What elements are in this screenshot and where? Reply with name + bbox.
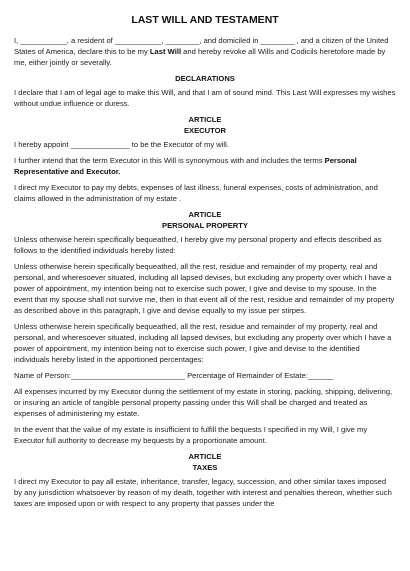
personal-property-paragraph-3: Unless otherwise herein specifically bequeathed, all the rest, residue and remainder of my property, real and personal, and wheresoever situated, including all lapsed devises, but excluding any property over which I have a power of appointment, my intention being not to exercise such power, I give and devise to the identified individuals hereby listed in the apportioned percentages: <box>14 322 392 364</box>
declarations-paragraph: I declare that I am of legal age to make this Will, and that I am of sound mind. This Last Will expresses my wishes without undue influence or duress. <box>14 88 396 108</box>
declarations-heading-text: DECLARATIONS <box>175 74 235 83</box>
document-title: LAST WILL AND TESTAMENT <box>131 14 279 26</box>
executor-heading <box>14 114 396 136</box>
synonymous-text-and: and <box>68 167 87 176</box>
synonymous-bold-executor: Executor. <box>86 167 121 176</box>
intro-text-a: I, ___________, a resident of ___________, ________, and domiciled in ________ , and a citizen of the United States of America, declare this to be my <box>14 36 389 56</box>
synonymous-text-a: I further intend that the term Executor in this Will is synonymous with and includes the terms <box>14 156 325 165</box>
intro-paragraph <box>14 35 396 68</box>
executor-heading-article: ARTICLE <box>188 115 222 124</box>
personal-property-paragraph-1: Unless otherwise herein specifically bequeathed, I hereby give my personal property and effects described as follows to the identified individuals hereby listed: <box>14 235 382 255</box>
synonymous-bold-personal-rep: Personal Representative <box>14 156 357 176</box>
personal-property-heading <box>14 209 396 231</box>
intro-bold-last-will: Last Will <box>149 47 182 56</box>
executor-debts-paragraph: I direct my Executor to pay my debts, expenses of last illness, funeral expenses, costs of administration, and claims allowed in the administration of my estate . <box>14 183 378 203</box>
personal-property-heading-title: PERSONAL PROPERTY <box>162 221 248 230</box>
personal-property-paragraph-4: Name of Person:___________________________ Percentage of Remainder of Estate:______ <box>14 371 334 380</box>
declarations-heading <box>14 73 396 84</box>
executor-heading-title: EXECUTOR <box>183 126 227 135</box>
taxes-heading <box>14 451 396 473</box>
taxes-paragraph-1: I direct my Executor to pay all estate, inheritance, transfer, legacy, succession, and other similar taxes imposed by any jurisdiction whatsoever by reason of my death, together with interest and penalties thereon, whether such taxes are imposed upon or with respect to any property that passes under the <box>14 477 392 508</box>
personal-property-heading-article: ARTICLE <box>188 210 222 219</box>
executor-appoint-paragraph: I hereby appoint ______________ to be the Executor of my will. <box>14 140 229 149</box>
personal-property-paragraph-2: Unless otherwise herein specifically bequeathed, all the rest, residue and remainder of my property, real and personal, and wheresoever situated, including all lapsed devises, but excluding any property over which I have a power of appointment, my intention being not to exercise such power, I give and devise to my spouse. In the event that my spouse shall not survive me, then in that event all of the rest, residue and remainder of my property as described above in this paragraph, I give and devise equally to my issue per stirpes. <box>14 262 395 315</box>
personal-property-paragraph-6: In the event that the value of my estate is insufficient to fulfill the bequests I specified in my Will, I give my Executor full authority to decrease my bequests by a proportionate amount. <box>14 425 368 445</box>
personal-property-paragraph-5: All expenses incurred by my Executor during the settlement of my estate in storing, packing, shipping, delivering, or insuring an article of tangible personal property passing under this Will shall be charged and treated as expenses of administering my estate. <box>14 387 393 418</box>
executor-synonymous-paragraph <box>14 155 396 177</box>
taxes-heading-title: TAXES <box>192 463 218 472</box>
taxes-heading-article: ARTICLE <box>188 452 222 461</box>
intro-text-c: and hereby revoke all Wills and Codicils heretofore made by me, either jointly or severally. <box>14 47 386 67</box>
